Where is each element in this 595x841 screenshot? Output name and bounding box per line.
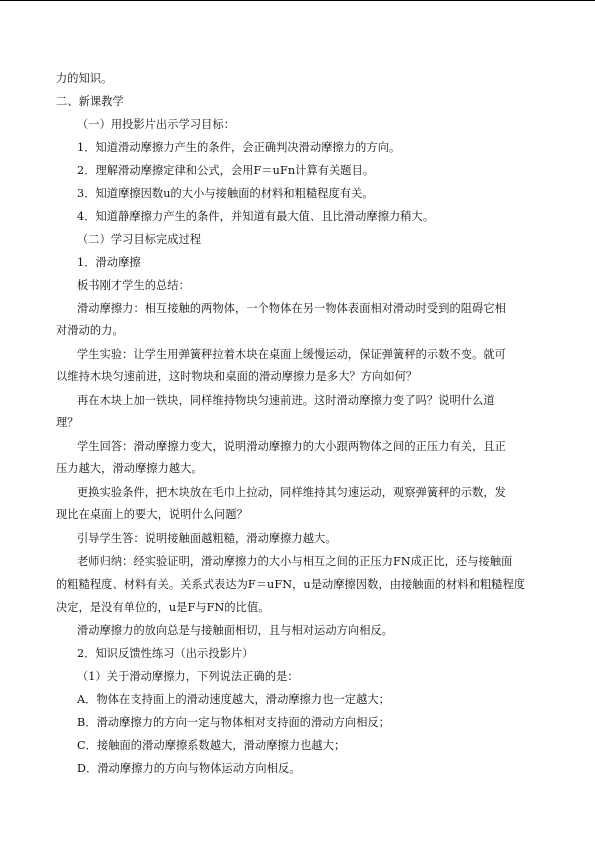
- subsection-heading: （二）学习目标完成过程: [77, 233, 202, 246]
- paragraph-line: 滑动摩擦力：相互接触的两物体，一个物体在另一物体表面相对滑动时受到的阻碍它相: [77, 302, 506, 315]
- subsection-heading: （一）用投影片出示学习目标：: [77, 118, 236, 131]
- answer-option-c: C．接触面的滑动摩擦系数越大，滑动摩擦力也越大；: [77, 739, 346, 752]
- answer-option-a: A．物体在支持面上的滑动速度越大，滑动摩擦力也一定越大；: [77, 693, 390, 706]
- objective-item: 3．知道摩擦因数u的大小与接触面的材料和粗糙程度有关。: [77, 187, 374, 200]
- paragraph-line: 对滑动的力。: [56, 324, 124, 337]
- paragraph-line: 决定，是没有单位的，u是F与FN的比值。: [56, 601, 270, 614]
- objective-item: 2．理解滑动摩擦定律和公式，会用F＝uFn计算有关题目。: [77, 164, 375, 177]
- paragraph-line: 老师归纳：经实验证明，滑动摩擦力的大小与相互之间的正压力FN成正比，还与接触面: [77, 555, 513, 568]
- answer-option-d: D．滑动摩擦力的方向与物体运动方向相反。: [77, 762, 301, 775]
- objective-item: 4．知道静摩擦力产生的条件，并知道有最大值、且比滑动摩擦力稍大。: [77, 210, 435, 223]
- paragraph-line: 现比在桌面上的要大，说明什么问题？: [56, 508, 248, 521]
- section-heading: 二、新课教学: [56, 95, 124, 108]
- paragraph-line: 滑动摩擦力的放向总是与接触面相切，且与相对运动方向相反。: [77, 624, 394, 637]
- paragraph-line: 更换实验条件，把木块放在毛巾上拉动，同样维持其匀速运动，观察弹簧秤的示数，发: [77, 486, 506, 499]
- text-line: 力的知识。: [56, 72, 113, 85]
- topic-heading: 1．滑动摩擦: [77, 256, 141, 269]
- answer-option-b: B．滑动摩擦力的方向一定与物体相对支持面的滑动方向相反；: [77, 716, 391, 729]
- topic-heading: 2．知识反馈性练习（出示投影片）: [77, 647, 254, 660]
- paragraph-line: 再在木块上加一铁块，同样维持物块匀速前进。这时滑动摩擦力变了吗？说明什么道: [77, 394, 495, 407]
- paragraph-line: 压力越大，滑动摩擦力越大。: [56, 462, 203, 475]
- paragraph-line: 以维持木块匀速前进，这时物块和桌面的滑动摩擦力是多大？方向如何？: [56, 370, 418, 383]
- question-stem: （1）关于滑动摩擦力，下列说法正确的是：: [77, 670, 299, 683]
- page-top-rule: [0, 0, 595, 1]
- objective-item: 1．知道滑动摩擦力产生的条件，会正确判决滑动摩擦力的方向。: [77, 141, 401, 154]
- paragraph-line: 引导学生答：说明接触面越粗糙，滑动摩擦力越大。: [77, 532, 337, 545]
- paragraph-line: 学生回答：滑动摩擦力变大，说明滑动摩擦力的大小跟两物体之间的正压力有关，且正: [77, 440, 506, 453]
- paragraph-line: 学生实验：让学生用弹簧秤拉着木块在桌面上缓慢运动，保证弹簧秤的示数不变。就可: [77, 348, 506, 361]
- paragraph-line: 理？: [56, 416, 79, 429]
- paragraph-line: 的粗糙程度、材料有关。关系式表达为F＝uFN，u是动摩擦因数，由接触面的材料和粗糙程度: [56, 578, 526, 591]
- text-line: 板书刚才学生的总结：: [77, 279, 190, 292]
